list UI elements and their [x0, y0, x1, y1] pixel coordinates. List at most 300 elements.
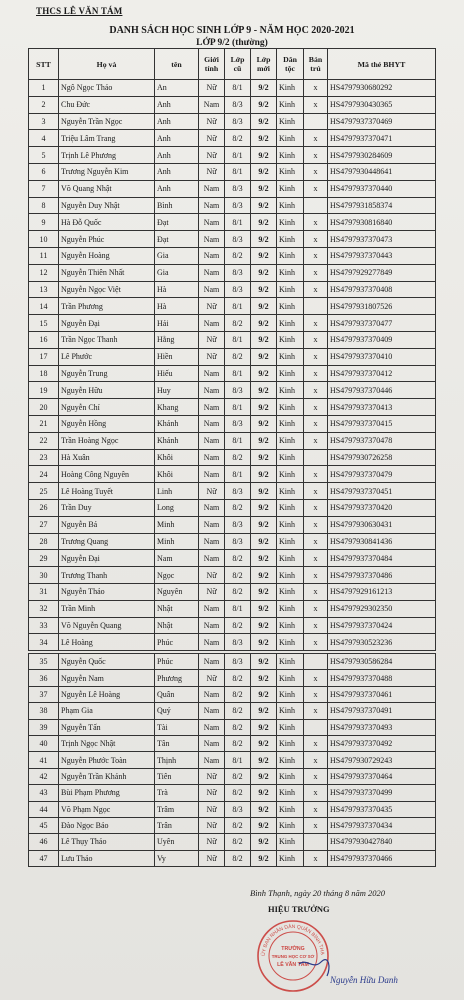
stt-cell: 38	[29, 703, 59, 719]
gender-cell: Nữ	[199, 801, 225, 817]
ethnicity-cell: Kinh	[277, 147, 304, 164]
boarding-cell: x	[304, 483, 328, 500]
new-class-cell: 9/2	[251, 483, 277, 500]
ethnicity-cell: Kinh	[277, 850, 304, 866]
old-class-cell: 8/3	[225, 516, 251, 533]
student-row	[29, 850, 436, 866]
document-title: DANH SÁCH HỌC SINH LỚP 9 - NĂM HỌC 2020-2021	[109, 25, 355, 36]
old-class-cell: 8/2	[225, 850, 251, 866]
insurance-id-cell: HS4797937370415	[328, 415, 436, 432]
insurance-id-cell: HS4797930523236	[328, 634, 436, 651]
surname-cell: Lưu Thảo	[59, 850, 155, 866]
boarding-cell: x	[304, 817, 328, 833]
ethnicity-cell: Kinh	[277, 686, 304, 702]
gender-cell: Nữ	[199, 130, 225, 147]
new-class-cell: 9/2	[251, 180, 277, 197]
given-name-cell: Phương	[155, 670, 199, 686]
new-class-cell: 9/2	[251, 499, 277, 516]
surname-cell: Nguyễn Chí	[59, 399, 155, 416]
stt-cell: 26	[29, 499, 59, 516]
stt-cell: 9	[29, 214, 59, 231]
table-header-row	[29, 49, 436, 80]
stt-cell: 45	[29, 817, 59, 833]
surname-cell: Nguyễn Tấn	[59, 719, 155, 735]
header-lop-moi: Lớp mới	[251, 49, 277, 80]
old-class-cell: 8/3	[225, 264, 251, 281]
stt-cell: 37	[29, 686, 59, 702]
surname-cell: Chu Đức	[59, 96, 155, 113]
header-ten: tên	[155, 49, 199, 80]
old-class-cell: 8/2	[225, 583, 251, 600]
given-name-cell: Trân	[155, 817, 199, 833]
student-row	[29, 163, 436, 180]
surname-cell: Hà Đỗ Quốc	[59, 214, 155, 231]
new-class-cell: 9/2	[251, 214, 277, 231]
surname-cell: Triệu Lâm Trang	[59, 130, 155, 147]
boarding-cell: x	[304, 264, 328, 281]
old-class-cell: 8/2	[225, 348, 251, 365]
old-class-cell: 8/3	[225, 801, 251, 817]
student-row	[29, 817, 436, 833]
given-name-cell: Đạt	[155, 214, 199, 231]
old-class-cell: 8/1	[225, 365, 251, 382]
insurance-id-cell: HS4797930630431	[328, 516, 436, 533]
given-name-cell: Gia	[155, 247, 199, 264]
boarding-cell	[304, 834, 328, 850]
surname-cell: Nguyễn Lê Hoàng	[59, 686, 155, 702]
given-name-cell: Khánh	[155, 432, 199, 449]
stt-cell: 39	[29, 719, 59, 735]
stt-cell: 28	[29, 533, 59, 550]
surname-cell: Đào Ngọc Bảo	[59, 817, 155, 833]
new-class-cell: 9/2	[251, 247, 277, 264]
gender-cell: Nữ	[199, 785, 225, 801]
old-class-cell: 8/3	[225, 533, 251, 550]
old-class-cell: 8/1	[225, 399, 251, 416]
boarding-cell: x	[304, 96, 328, 113]
given-name-cell: Hiền	[155, 348, 199, 365]
given-name-cell: Quý	[155, 703, 199, 719]
gender-cell: Nam	[199, 197, 225, 214]
stt-cell: 44	[29, 801, 59, 817]
boarding-cell: x	[304, 533, 328, 550]
old-class-cell: 8/2	[225, 735, 251, 751]
gender-cell: Nam	[199, 634, 225, 651]
stt-cell: 21	[29, 415, 59, 432]
old-class-cell: 8/1	[225, 600, 251, 617]
insurance-id-cell: HS4797937370412	[328, 365, 436, 382]
stt-cell: 3	[29, 113, 59, 130]
gender-cell: Nam	[199, 533, 225, 550]
gender-cell: Nữ	[199, 768, 225, 784]
new-class-cell: 9/2	[251, 147, 277, 164]
new-class-cell: 9/2	[251, 634, 277, 651]
student-row	[29, 550, 436, 567]
old-class-cell: 8/1	[225, 147, 251, 164]
old-class-cell: 8/3	[225, 197, 251, 214]
ethnicity-cell: Kinh	[277, 197, 304, 214]
old-class-cell: 8/3	[225, 654, 251, 670]
ethnicity-cell: Kinh	[277, 214, 304, 231]
surname-cell: Phạm Gia	[59, 703, 155, 719]
student-row	[29, 197, 436, 214]
surname-cell: Lê Hoàng	[59, 634, 155, 651]
student-row	[29, 686, 436, 702]
gender-cell: Nam	[199, 264, 225, 281]
surname-cell: Trần Phương	[59, 298, 155, 315]
stt-cell: 29	[29, 550, 59, 567]
principal-signature-name: Nguyễn Hữu Danh	[330, 975, 398, 985]
new-class-cell: 9/2	[251, 315, 277, 332]
student-row	[29, 399, 436, 416]
surname-cell: Nguyễn Đại	[59, 550, 155, 567]
boarding-cell: x	[304, 466, 328, 483]
stt-cell: 2	[29, 96, 59, 113]
given-name-cell: Minh	[155, 516, 199, 533]
old-class-cell: 8/1	[225, 752, 251, 768]
ethnicity-cell: Kinh	[277, 331, 304, 348]
boarding-cell: x	[304, 634, 328, 651]
gender-cell: Nam	[199, 214, 225, 231]
old-class-cell: 8/3	[225, 231, 251, 248]
ethnicity-cell: Kinh	[277, 113, 304, 130]
gender-cell: Nữ	[199, 583, 225, 600]
new-class-cell: 9/2	[251, 466, 277, 483]
insurance-id-cell: HS4797930729243	[328, 752, 436, 768]
student-row	[29, 654, 436, 670]
student-row	[29, 415, 436, 432]
new-class-cell: 9/2	[251, 533, 277, 550]
boarding-cell: x	[304, 214, 328, 231]
student-row	[29, 80, 436, 97]
new-class-cell: 9/2	[251, 583, 277, 600]
ethnicity-cell: Kinh	[277, 516, 304, 533]
stt-cell: 41	[29, 752, 59, 768]
old-class-cell: 8/1	[225, 432, 251, 449]
gender-cell: Nữ	[199, 483, 225, 500]
student-row	[29, 516, 436, 533]
stt-cell: 33	[29, 617, 59, 634]
boarding-cell	[304, 654, 328, 670]
gender-cell: Nam	[199, 315, 225, 332]
given-name-cell: Anh	[155, 113, 199, 130]
gender-cell: Nam	[199, 281, 225, 298]
student-row	[29, 499, 436, 516]
given-name-cell: Minh	[155, 533, 199, 550]
gender-cell: Nam	[199, 686, 225, 702]
stt-cell: 22	[29, 432, 59, 449]
gender-cell: Nam	[199, 247, 225, 264]
surname-cell: Nguyễn Trần Ngọc	[59, 113, 155, 130]
new-class-cell: 9/2	[251, 382, 277, 399]
insurance-id-cell: HS4797930427840	[328, 834, 436, 850]
given-name-cell: Hà	[155, 281, 199, 298]
given-name-cell: Phúc	[155, 634, 199, 651]
old-class-cell: 8/3	[225, 382, 251, 399]
student-row	[29, 670, 436, 686]
given-name-cell: Hằng	[155, 331, 199, 348]
old-class-cell: 8/3	[225, 281, 251, 298]
stt-cell: 1	[29, 80, 59, 97]
insurance-id-cell: HS4797937370492	[328, 735, 436, 751]
surname-cell: Trần Duy	[59, 499, 155, 516]
new-class-cell: 9/2	[251, 449, 277, 466]
given-name-cell: Khánh	[155, 415, 199, 432]
student-row	[29, 785, 436, 801]
signing-date: Bình Thạnh, ngày 20 tháng 8 năm 2020	[250, 888, 386, 898]
given-name-cell: Huy	[155, 382, 199, 399]
new-class-cell: 9/2	[251, 768, 277, 784]
gender-cell: Nam	[199, 617, 225, 634]
gender-cell: Nữ	[199, 80, 225, 97]
boarding-cell: x	[304, 703, 328, 719]
surname-cell: Nguyễn Phước Toàn	[59, 752, 155, 768]
ethnicity-cell: Kinh	[277, 768, 304, 784]
student-row	[29, 583, 436, 600]
insurance-id-cell: HS4797937370469	[328, 113, 436, 130]
insurance-id-cell: HS4797937370499	[328, 785, 436, 801]
header-ho-va: Họ và	[59, 49, 155, 80]
surname-cell: Lê Phước	[59, 348, 155, 365]
gender-cell: Nữ	[199, 348, 225, 365]
new-class-cell: 9/2	[251, 298, 277, 315]
gender-cell: Nam	[199, 382, 225, 399]
header-stt: STT	[29, 49, 59, 80]
stt-cell: 43	[29, 785, 59, 801]
ethnicity-cell: Kinh	[277, 834, 304, 850]
stt-cell: 12	[29, 264, 59, 281]
ethnicity-cell: Kinh	[277, 415, 304, 432]
new-class-cell: 9/2	[251, 113, 277, 130]
header-lop-cu: Lớp cũ	[225, 49, 251, 80]
insurance-id-cell: HS4797930726258	[328, 449, 436, 466]
gender-cell: Nam	[199, 719, 225, 735]
new-class-cell: 9/2	[251, 850, 277, 866]
surname-cell: Trương Nguyễn Kim	[59, 163, 155, 180]
insurance-id-cell: HS4797930430365	[328, 96, 436, 113]
new-class-cell: 9/2	[251, 415, 277, 432]
header-dan-toc: Dân tộc	[277, 49, 304, 80]
stt-cell: 42	[29, 768, 59, 784]
ethnicity-cell: Kinh	[277, 533, 304, 550]
old-class-cell: 8/2	[225, 617, 251, 634]
gender-cell: Nam	[199, 466, 225, 483]
new-class-cell: 9/2	[251, 817, 277, 833]
new-class-cell: 9/2	[251, 550, 277, 567]
new-class-cell: 9/2	[251, 785, 277, 801]
ethnicity-cell: Kinh	[277, 382, 304, 399]
ethnicity-cell: Kinh	[277, 231, 304, 248]
ethnicity-cell: Kinh	[277, 752, 304, 768]
student-row	[29, 752, 436, 768]
boarding-cell: x	[304, 348, 328, 365]
insurance-id-cell: HS4797937370479	[328, 466, 436, 483]
insurance-id-cell: HS4797937370420	[328, 499, 436, 516]
gender-cell: Nữ	[199, 817, 225, 833]
new-class-cell: 9/2	[251, 654, 277, 670]
boarding-cell: x	[304, 785, 328, 801]
surname-cell: Nguyễn Quốc	[59, 654, 155, 670]
gender-cell: Nam	[199, 499, 225, 516]
boarding-cell: x	[304, 670, 328, 686]
boarding-cell: x	[304, 382, 328, 399]
insurance-id-cell: HS4797930448641	[328, 163, 436, 180]
stt-cell: 23	[29, 449, 59, 466]
insurance-id-cell: HS4797931858374	[328, 197, 436, 214]
new-class-cell: 9/2	[251, 264, 277, 281]
surname-cell: Nguyễn Hữu	[59, 382, 155, 399]
given-name-cell: Nam	[155, 550, 199, 567]
student-row	[29, 768, 436, 784]
new-class-cell: 9/2	[251, 834, 277, 850]
old-class-cell: 8/2	[225, 567, 251, 584]
new-class-cell: 9/2	[251, 331, 277, 348]
stt-cell: 8	[29, 197, 59, 214]
student-row	[29, 298, 436, 315]
insurance-id-cell: HS4797931807526	[328, 298, 436, 315]
insurance-id-cell: HS4797930841436	[328, 533, 436, 550]
ethnicity-cell: Kinh	[277, 432, 304, 449]
surname-cell: Ngô Ngọc Thảo	[59, 80, 155, 97]
gender-cell: Nữ	[199, 163, 225, 180]
boarding-cell: x	[304, 550, 328, 567]
insurance-id-cell: HS4797937370486	[328, 567, 436, 584]
given-name-cell: Anh	[155, 180, 199, 197]
insurance-id-cell: HS4797937370491	[328, 703, 436, 719]
boarding-cell: x	[304, 315, 328, 332]
given-name-cell: Khôi	[155, 449, 199, 466]
student-row	[29, 634, 436, 651]
given-name-cell: Anh	[155, 96, 199, 113]
ethnicity-cell: Kinh	[277, 817, 304, 833]
insurance-id-cell: HS4797937370488	[328, 670, 436, 686]
new-class-cell: 9/2	[251, 801, 277, 817]
stt-cell: 18	[29, 365, 59, 382]
given-name-cell: Thịnh	[155, 752, 199, 768]
student-row	[29, 264, 436, 281]
given-name-cell: An	[155, 80, 199, 97]
old-class-cell: 8/2	[225, 768, 251, 784]
gender-cell: Nam	[199, 752, 225, 768]
new-class-cell: 9/2	[251, 231, 277, 248]
boarding-cell: x	[304, 147, 328, 164]
surname-cell: Trần Minh	[59, 600, 155, 617]
given-name-cell: Gia	[155, 264, 199, 281]
boarding-cell: x	[304, 752, 328, 768]
given-name-cell: Bình	[155, 197, 199, 214]
surname-cell: Nguyễn Ngọc Việt	[59, 281, 155, 298]
ethnicity-cell: Kinh	[277, 449, 304, 466]
surname-cell: Nguyễn Trần Khánh	[59, 768, 155, 784]
boarding-cell: x	[304, 180, 328, 197]
stt-cell: 32	[29, 600, 59, 617]
student-table-part-1	[28, 48, 436, 651]
old-class-cell: 8/2	[225, 785, 251, 801]
surname-cell: Trương Quang	[59, 533, 155, 550]
insurance-id-cell: HS4797930816840	[328, 214, 436, 231]
student-row	[29, 801, 436, 817]
svg-text:LÊ VĂN TÁM: LÊ VĂN TÁM	[277, 962, 309, 968]
stt-cell: 16	[29, 331, 59, 348]
old-class-cell: 8/2	[225, 449, 251, 466]
stt-cell: 47	[29, 850, 59, 866]
insurance-id-cell: HS4797937370493	[328, 719, 436, 735]
boarding-cell: x	[304, 567, 328, 584]
surname-cell: Võ Phạm Ngọc	[59, 801, 155, 817]
boarding-cell	[304, 197, 328, 214]
student-row	[29, 533, 436, 550]
given-name-cell: Nhật	[155, 600, 199, 617]
student-row	[29, 231, 436, 248]
new-class-cell: 9/2	[251, 719, 277, 735]
surname-cell: Nguyễn Duy Nhật	[59, 197, 155, 214]
ethnicity-cell: Kinh	[277, 617, 304, 634]
ethnicity-cell: Kinh	[277, 466, 304, 483]
given-name-cell: Trà	[155, 785, 199, 801]
boarding-cell: x	[304, 600, 328, 617]
boarding-cell: x	[304, 281, 328, 298]
stt-cell: 11	[29, 247, 59, 264]
new-class-cell: 9/2	[251, 752, 277, 768]
given-name-cell: Long	[155, 499, 199, 516]
school-name: THCS LÊ VĂN TÁM	[36, 6, 123, 16]
boarding-cell: x	[304, 686, 328, 702]
surname-cell: Nguyễn Phúc	[59, 231, 155, 248]
surname-cell: Nguyễn Bá	[59, 516, 155, 533]
gender-cell: Nữ	[199, 834, 225, 850]
insurance-id-cell: HS4797937370434	[328, 817, 436, 833]
surname-cell: Lê Hoàng Tuyết	[59, 483, 155, 500]
old-class-cell: 8/2	[225, 130, 251, 147]
old-class-cell: 8/2	[225, 719, 251, 735]
old-class-cell: 8/2	[225, 834, 251, 850]
old-class-cell: 8/2	[225, 703, 251, 719]
old-class-cell: 8/1	[225, 80, 251, 97]
ethnicity-cell: Kinh	[277, 670, 304, 686]
surname-cell: Nguyễn Thảo	[59, 583, 155, 600]
given-name-cell: Phúc	[155, 654, 199, 670]
stt-cell: 6	[29, 163, 59, 180]
gender-cell: Nam	[199, 180, 225, 197]
gender-cell: Nam	[199, 600, 225, 617]
svg-text:TRUNG HỌC CƠ SỞ: TRUNG HỌC CƠ SỞ	[271, 954, 315, 959]
surname-cell: Trịnh Lê Phương	[59, 147, 155, 164]
ethnicity-cell: Kinh	[277, 96, 304, 113]
given-name-cell: Quân	[155, 686, 199, 702]
insurance-id-cell: HS4797937370471	[328, 130, 436, 147]
new-class-cell: 9/2	[251, 567, 277, 584]
student-row	[29, 449, 436, 466]
gender-cell: Nam	[199, 703, 225, 719]
new-class-cell: 9/2	[251, 163, 277, 180]
boarding-cell: x	[304, 80, 328, 97]
student-row	[29, 834, 436, 850]
ethnicity-cell: Kinh	[277, 654, 304, 670]
new-class-cell: 9/2	[251, 365, 277, 382]
new-class-cell: 9/2	[251, 686, 277, 702]
given-name-cell: Tiên	[155, 768, 199, 784]
student-row	[29, 567, 436, 584]
stt-cell: 5	[29, 147, 59, 164]
new-class-cell: 9/2	[251, 670, 277, 686]
student-row	[29, 130, 436, 147]
gender-cell: Nam	[199, 231, 225, 248]
gender-cell: Nữ	[199, 670, 225, 686]
given-name-cell: Anh	[155, 163, 199, 180]
ethnicity-cell: Kinh	[277, 703, 304, 719]
stt-cell: 35	[29, 654, 59, 670]
stt-cell: 10	[29, 231, 59, 248]
